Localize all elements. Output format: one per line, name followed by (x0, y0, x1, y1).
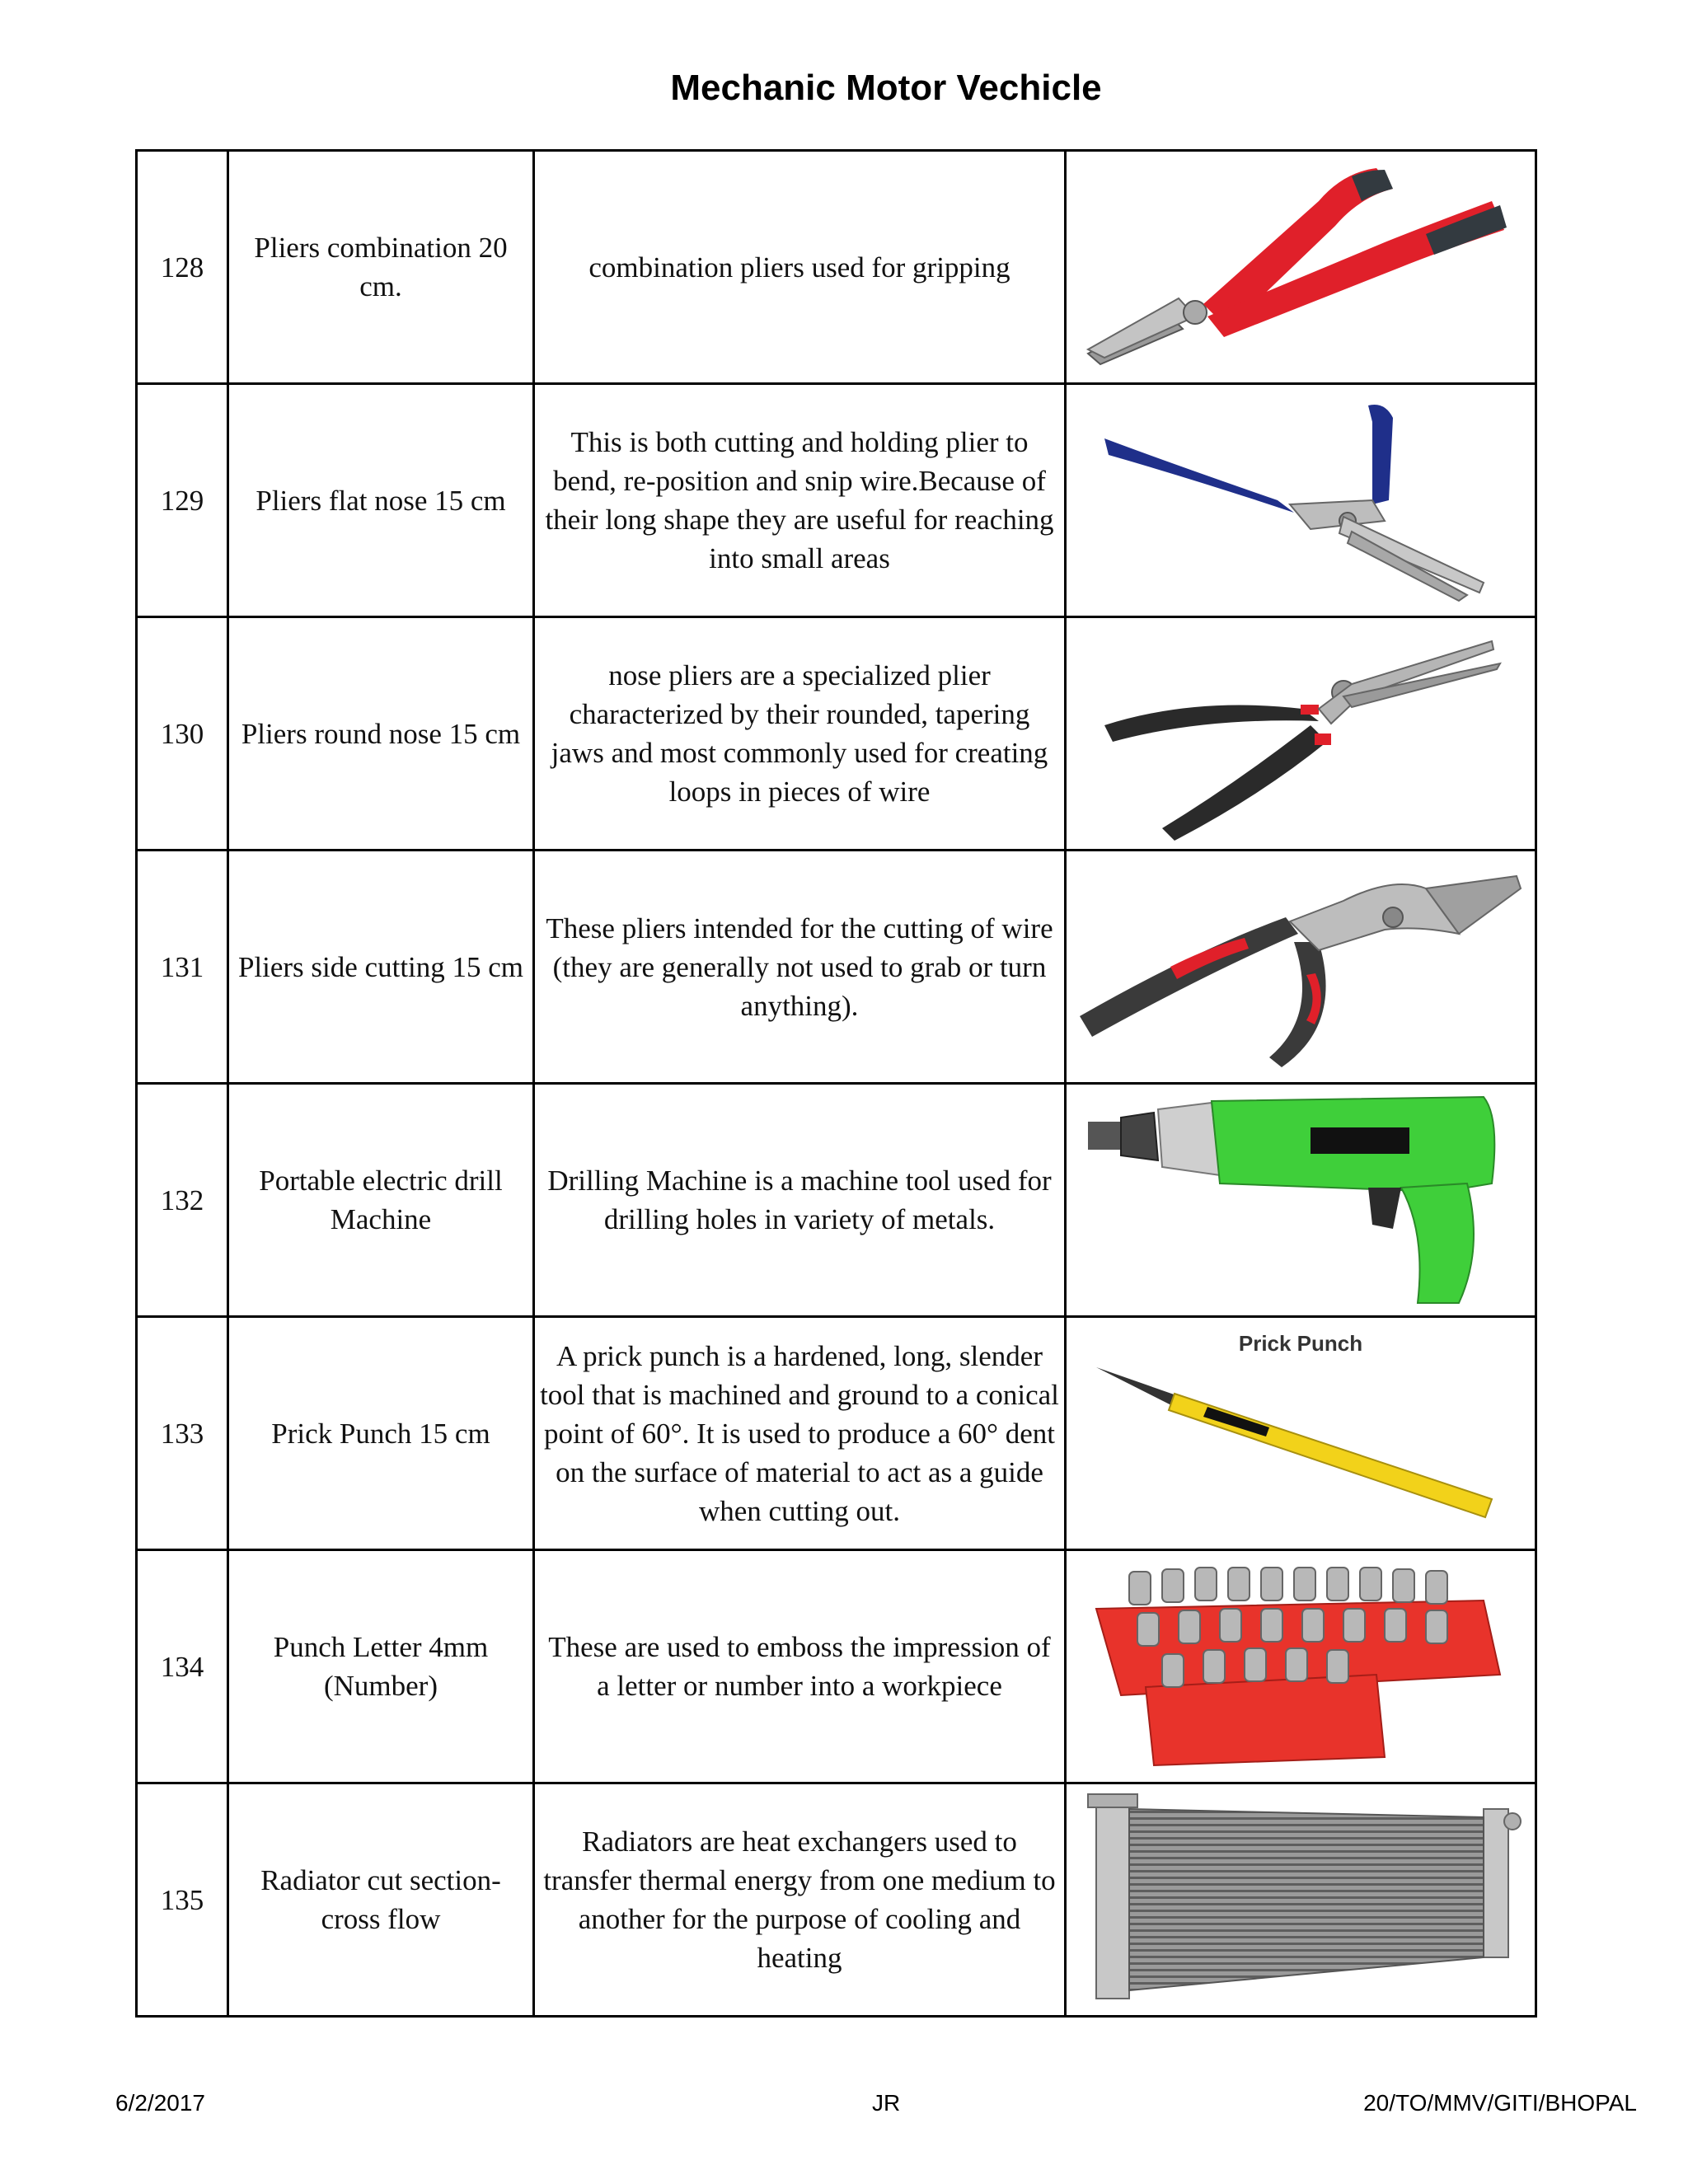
item-number: 129 (137, 384, 228, 617)
item-description: This is both cutting and holding plier to bend, re-position and snip wire.Because of their long shape they are useful for reaching into small areas (534, 384, 1066, 617)
flat-nose-pliers-image (1066, 384, 1536, 617)
item-description: Radiators are heat exchangers used to transfer thermal energy from one medium to another for the purpose of cooling and heating (534, 1783, 1066, 2017)
item-description: These are used to emboss the impression of a letter or number into a workpiece (534, 1550, 1066, 1783)
item-name: Prick Punch 15 cm (228, 1317, 534, 1550)
item-name: Portable electric drill Machine (228, 1084, 534, 1317)
item-description: nose pliers are a specialized plier characterized by their rounded, tapering jaws and most commonly used for creating loops in pieces of wire (534, 617, 1066, 851)
round-nose-pliers-image (1066, 617, 1536, 851)
prick-punch-image (1066, 1317, 1536, 1550)
electric-drill-image (1066, 1084, 1536, 1317)
table-row (137, 617, 1536, 851)
item-name: Pliers round nose 15 cm (228, 617, 534, 851)
item-number: 135 (137, 1783, 228, 2017)
table-row (137, 1084, 1536, 1317)
table-row (137, 151, 1536, 384)
item-description: These pliers intended for the cutting of wire (they are generally not used to grab or turn anything). (534, 851, 1066, 1084)
item-name: Pliers combination 20 cm. (228, 151, 534, 384)
item-number: 128 (137, 151, 228, 384)
item-name: Radiator cut section- cross flow (228, 1783, 534, 2017)
letter-punch-set-image (1066, 1550, 1536, 1783)
radiator-image (1066, 1783, 1536, 2017)
item-number: 134 (137, 1550, 228, 1783)
item-name: Punch Letter 4mm (Number) (228, 1550, 534, 1783)
footer-date: 6/2/2017 (115, 2090, 205, 2116)
item-name: Pliers side cutting 15 cm (228, 851, 534, 1084)
table-row (137, 1550, 1536, 1783)
item-number: 133 (137, 1317, 228, 1550)
item-name: Pliers flat nose 15 cm (228, 384, 534, 617)
footer-code: 20/TO/MMV/GITI/BHOPAL (1363, 2090, 1637, 2116)
side-cutting-pliers-image (1066, 851, 1536, 1084)
item-number: 130 (137, 617, 228, 851)
table-row (137, 1317, 1536, 1550)
table-row (137, 851, 1536, 1084)
item-description: Drilling Machine is a machine tool used for drilling holes in variety of metals. (534, 1084, 1066, 1317)
item-number: 131 (137, 851, 228, 1084)
page-title: Mechanic Motor Vechicle (670, 68, 1102, 108)
item-description: combination pliers used for gripping (534, 151, 1066, 384)
item-number: 132 (137, 1084, 228, 1317)
image-caption: Prick Punch (1238, 1331, 1363, 1356)
table-row (137, 384, 1536, 617)
tools-table (135, 149, 1537, 2018)
combination-pliers-image (1066, 151, 1536, 384)
item-description: A prick punch is a hardened, long, slender tool that is machined and ground to a conical point of 60°. It is used to produce a 60° dent on the surface of material to act as a guide when cutting out. (534, 1317, 1066, 1550)
table-row (137, 1783, 1536, 2017)
footer-center: JR (872, 2090, 901, 2116)
